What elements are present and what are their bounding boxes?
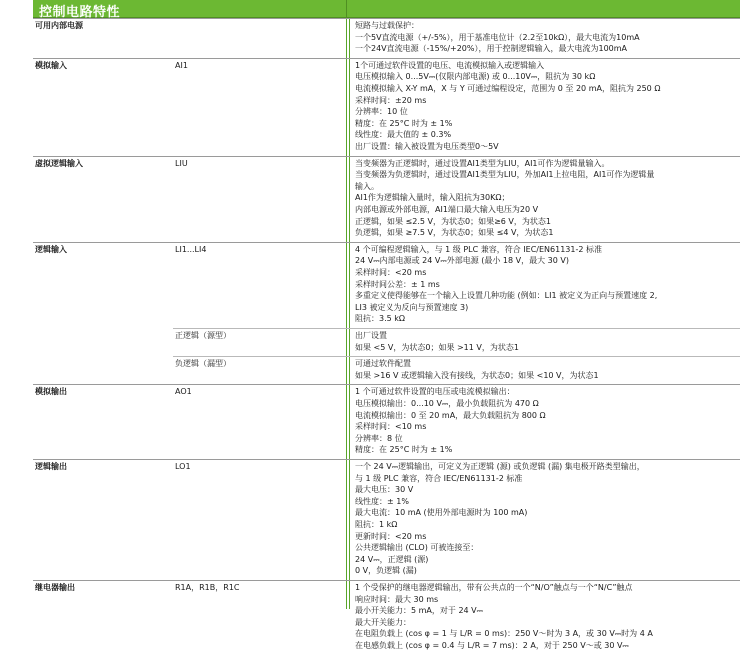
description-line: 最大电压：30 V xyxy=(355,485,414,495)
row-description xyxy=(355,330,740,353)
description-line: 与 1 级 PLC 兼容，符合 IEC/EN61131-2 标准 xyxy=(355,473,523,483)
description-line: 输入。 xyxy=(355,181,379,191)
description-line: 最大开关能力： xyxy=(355,617,411,627)
spec-table xyxy=(33,18,740,650)
description-line: 响应时间：最大 30 ms xyxy=(355,594,439,604)
row-category: 模拟输出 xyxy=(35,387,67,397)
description-line: 正逻辑，如果 ≤2.5 V，为状态0；如果≥6 V，为状态1 xyxy=(355,216,551,226)
row-terminal: 正逻辑（源型） xyxy=(175,331,231,340)
row-description xyxy=(355,60,740,153)
description-line: 公共逻辑输出 (CLO) 可被连接至： xyxy=(355,543,479,553)
section-title: 控制电路特性 xyxy=(39,5,121,20)
row-terminal: 负逻辑（漏型） xyxy=(175,359,231,369)
row-description xyxy=(355,20,740,55)
description-line: 可通过软件配置 xyxy=(355,359,411,369)
description-line: 在电阻负载上 (cos φ = 1 与 L/R = 0 ms)：250 V～时为 3 A，或 30 V⎓时为 4 A xyxy=(355,629,653,639)
description-line: 最大电流：10 mA (使用外部电源时为 100 mA) xyxy=(355,508,528,518)
description-line: 短路与过载保护： xyxy=(355,21,419,30)
description-line: 如果 <5 V，为状态0；如果 >11 V，为状态1 xyxy=(355,342,519,352)
description-line: 当变频器为负逻辑时，通过设置AI1类型为LIU，外加AI1上拉电阻，AI1可作为逻辑量 xyxy=(355,170,655,180)
description-line: 在电感负载上 (cos φ = 0.4 与 L/R = 7 ms)：2 A，对于 250 V～或 30 V⎓ xyxy=(355,640,629,650)
description-line: 分辨率：8 位 xyxy=(355,433,403,443)
row-terminal: R1A，R1B，R1C xyxy=(175,583,240,592)
row-category: 逻辑输入 xyxy=(35,244,67,254)
row-category: 模拟输入 xyxy=(35,60,67,70)
description-line: AI1作为逻辑输入量时，输入阻抗为30KΩ； xyxy=(355,193,510,203)
description-line: 1个可通过软件设置的电压、电流模拟输入或逻辑输入 xyxy=(355,60,545,70)
row-category: 逻辑输出 xyxy=(35,462,67,471)
description-line: 负逻辑，如果 ≥7.5 V，为状态0；如果 ≤4 V，为状态1 xyxy=(355,228,554,238)
description-line: 采样时间公差：± 1 ms xyxy=(355,279,440,289)
description-line: 采样时间：<10 ms xyxy=(355,422,427,432)
description-line: 24 V⎓内部电源或 24 V⎓外部电源 (最小 18 V，最大 30 V) xyxy=(355,256,569,266)
description-line: 线性度：最大值的 ± 0.3% xyxy=(355,130,452,140)
row-terminal: AI1 xyxy=(175,60,188,70)
title-divider xyxy=(346,0,347,18)
row-category: 虚拟逻辑输入 xyxy=(35,158,83,168)
row-terminal: LIU xyxy=(175,158,188,168)
row-category: 继电器输出 xyxy=(35,583,75,592)
description-line: 电压模拟输出：0...10 V⎓，最小负载阻抗为 470 Ω xyxy=(355,398,539,408)
description-line: 电流模拟输出：0 至 20 mA，最大负载阻抗为 800 Ω xyxy=(355,410,546,420)
description-line: 分辨率：10 位 xyxy=(355,107,408,117)
row-description xyxy=(355,461,740,577)
description-line: 一个24V直流电源（-15%/+20%），用于控制逻辑输入，最大电流为100mA xyxy=(355,44,628,54)
row-category: 可用内部电源 xyxy=(35,21,83,30)
description-line: 最小开关能力：5 mA，对于 24 V⎓ xyxy=(355,606,484,616)
row-description xyxy=(355,158,740,239)
description-line: 出厂设置 xyxy=(355,331,387,340)
description-line: 一个5V直流电源（+/-5%），用于基准电位计（2.2至10kΩ），最大电流为10mA xyxy=(355,32,640,42)
row-terminal: AO1 xyxy=(175,387,192,397)
description-line: 电流模拟输入 X-Y mA，X 与 Y 可通过编程设定，范围为 0 至 20 mA，阻抗为 250 Ω xyxy=(355,83,661,93)
description-line: 精度：在 25°C 时为 ± 1% xyxy=(355,118,453,128)
description-line: 0 V，负逻辑 (漏) xyxy=(355,566,417,576)
description-line: 电压模拟输入 0...5V⎓(仅限内部电源) 或 0...10V⎓，阻抗为 30 kΩ xyxy=(355,72,596,82)
description-line: 如果 >16 V 或逻辑输入没有接线，为状态0；如果 <10 V，为状态1 xyxy=(355,370,599,380)
description-line: 多重定义使得能够在一个输入上设置几种功能 (例如：LI1 被定义为正向与预置速度 2, xyxy=(355,291,658,301)
description-line: 1 个可通过软件设置的电压或电流模拟输出： xyxy=(355,387,515,397)
description-line: 出厂设置：输入被设置为电压类型0～5V xyxy=(355,141,499,151)
description-line: LI3 被定义为反向与预置速度 3) xyxy=(355,302,469,312)
description-line: 内部电源或外部电源，AI1端口最大输入电压为20 V xyxy=(355,204,539,214)
row-description xyxy=(355,582,740,652)
description-line: 4 个可编程逻辑输入，与 1 级 PLC 兼容，符合 IEC/EN61131-2 标准 xyxy=(355,244,603,254)
description-line: 阻抗：1 kΩ xyxy=(355,519,398,529)
description-line: 当变频器为正逻辑时，通过设置AI1类型为LIU，AI1可作为逻辑量输入。 xyxy=(355,158,610,168)
row-description xyxy=(355,386,740,456)
description-line: 采样时间：<20 ms xyxy=(355,267,427,277)
description-line: 更新时间：<20 ms xyxy=(355,531,427,541)
description-line: 1 个受保护的继电器逻辑输出，带有公共点的一个“N/O”触点与一个“N/C”触点 xyxy=(355,583,633,592)
row-description xyxy=(355,244,740,325)
description-line: 精度：在 25°C 时为 ± 1% xyxy=(355,445,453,455)
row-terminal: LO1 xyxy=(175,462,191,471)
description-line: 一个 24 V⎓逻辑输出，可定义为正逻辑 (源) 或负逻辑 (漏) 集电极开路类型输出， xyxy=(355,462,645,471)
description-line: 阻抗：3.5 kΩ xyxy=(355,314,406,324)
row-description xyxy=(355,358,740,381)
section-title-bar xyxy=(33,0,740,18)
row-terminal: LI1...LI4 xyxy=(175,244,207,254)
description-line: 线性度：± 1% xyxy=(355,496,409,506)
description-line: 24 V⎓，正逻辑 (源) xyxy=(355,554,429,564)
description-line: 采样时间：±20 ms xyxy=(355,95,427,105)
